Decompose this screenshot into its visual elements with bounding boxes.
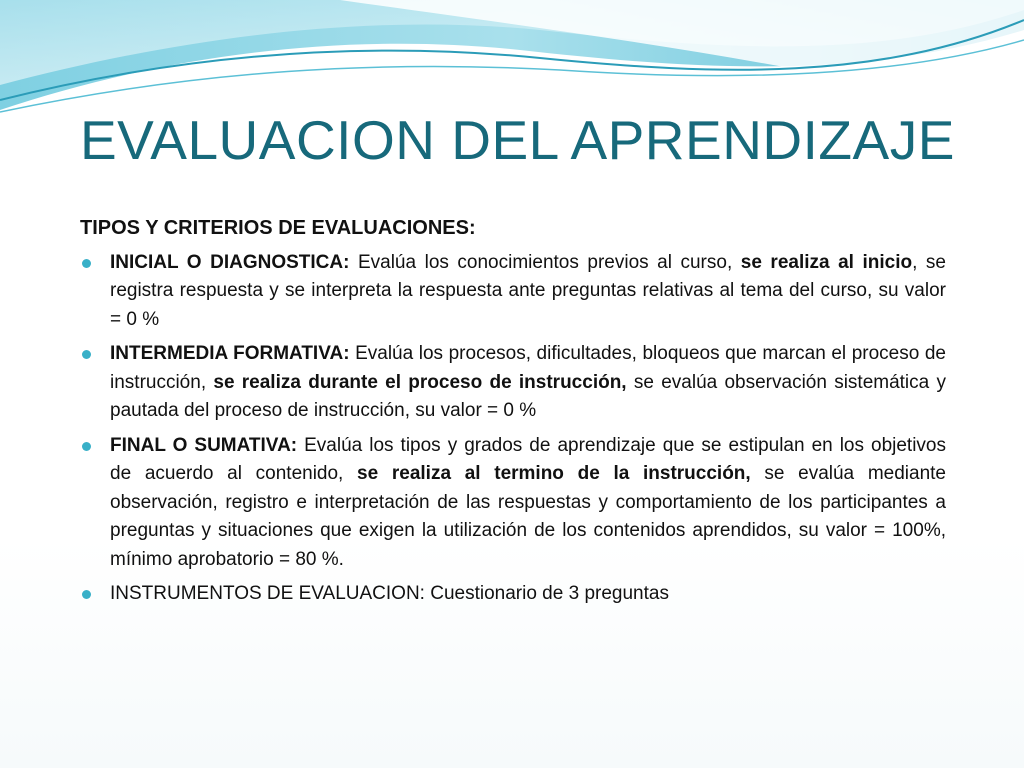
- list-item: [80, 249, 946, 335]
- item-label: INICIAL O DIAGNOSTICA:: [110, 251, 350, 273]
- list-item: [80, 580, 946, 609]
- item-text: Evalúa los tipos y grados de aprendizaje que se estipulan en los objetivos de acuerdo al contenido,: [110, 434, 946, 484]
- item-text: , se registra respuesta y se interpreta la respuesta ante preguntas relativas al tema del curso, su valor = 0 %: [110, 251, 946, 330]
- list-item: [80, 340, 946, 426]
- list-item: [80, 432, 946, 575]
- item-text: Evalúa los procesos, dificultades, bloqueos que marcan el proceso de instrucción,: [110, 343, 946, 393]
- item-text: Evalúa los conocimientos previos al curso,: [349, 251, 741, 273]
- item-emphasis: se realiza al inicio: [740, 251, 913, 273]
- item-emphasis: se realiza durante el proceso de instrucción,: [213, 371, 627, 393]
- slide-content: [80, 214, 946, 615]
- section-subtitle: TIPOS Y CRITERIOS DE EVALUACIONES:: [80, 217, 476, 239]
- bullet-icon: [82, 259, 91, 268]
- item-text: se evalúa observación sistemática y pautada del proceso de instrucción, su valor = 0 %: [110, 371, 946, 421]
- slide-title: EVALUACION DEL APRENDIZAJE: [80, 109, 955, 171]
- item-label: INTERMEDIA FORMATIVA:: [110, 343, 350, 364]
- item-text: se evalúa mediante observación, registro e interpretación de las respuestas y comportamiento de los participantes a preguntas y situaciones que exigen la utilización de los contenidos aprendidos, su valor = 100%, mínimo aprobatorio = 80 %.: [110, 463, 946, 570]
- item-label: FINAL O SUMATIVA:: [110, 434, 298, 456]
- bullet-list: [80, 249, 946, 609]
- bullet-icon: [82, 590, 91, 599]
- bullet-icon: [82, 350, 91, 359]
- item-text: INSTRUMENTOS DE EVALUACION: Cuestionario de 3 preguntas: [110, 583, 669, 604]
- bullet-icon: [82, 442, 91, 451]
- item-emphasis: se realiza al termino de la instrucción,: [357, 463, 751, 484]
